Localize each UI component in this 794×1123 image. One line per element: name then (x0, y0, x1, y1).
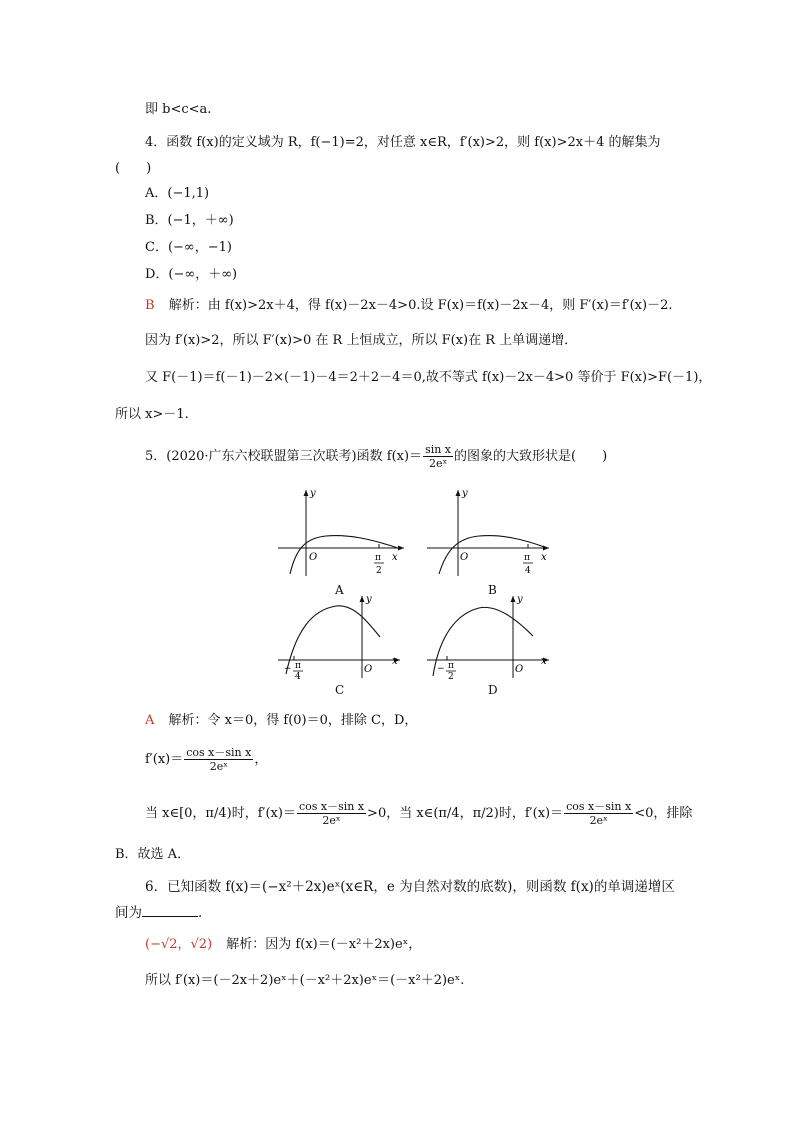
graph-c (276, 592, 406, 680)
derivative-fraction (184, 746, 253, 773)
solution-5-intervals (145, 800, 692, 827)
derivative-lhs: f′(x)＝ (145, 752, 184, 767)
question-4-stem: 4．函数 f(x)的定义域为 R，f(−1)=2，对任意 x∈R，f′(x)>2，则 f(x)>2x＋4 的解集为 (145, 135, 661, 150)
fraction-numerator: cos x－sin x (186, 746, 252, 759)
graph-d-x-label: x (541, 656, 547, 667)
answer-blank (142, 904, 198, 917)
question-6-stem: 6．已知函数 f(x)＝(−x²＋2x)eˣ(x∈R，e 为自然对数的底数)，则函数 f(x)的单调递增区 (145, 879, 675, 895)
graph-b-caption: B (488, 583, 497, 597)
solution-text: 解析：令 x＝0，得 f(0)＝0，排除 C，D， (168, 713, 418, 728)
graph-d-y-label: y (517, 594, 523, 605)
text-segment: ． (198, 905, 212, 921)
question-6-stem-2 (115, 904, 212, 922)
question-4-paren: ( ) (115, 161, 152, 176)
answer-letter: B (145, 298, 155, 313)
derivative-fraction (564, 800, 633, 827)
graph-c-tick-num: π (295, 661, 301, 671)
option-d: D．(−∞，＋∞) (145, 267, 238, 282)
question-5-stem (145, 443, 607, 470)
text-segment: 时，f′(x)＝ (498, 806, 564, 821)
graph-c-tick-den: 4 (295, 672, 301, 682)
option-a: A．(−1,1) (145, 186, 210, 201)
derivative-fraction (297, 800, 366, 827)
graph-d-origin: O (515, 664, 524, 675)
option-c: C．(−∞，−1) (145, 240, 232, 255)
fraction-denominator: 2eˣ (428, 457, 448, 470)
text-segment: 时，f′(x)＝ (231, 806, 296, 821)
text-line: 即 b<c<a. (145, 102, 212, 117)
q5-stem-a: 5．(2020·广东六校联盟第三次联考)函数 f(x)＝ (145, 449, 423, 464)
graph-c-tick-sign: − (284, 664, 292, 674)
graph-a (276, 486, 406, 578)
graph-b-tick-den: 4 (525, 566, 531, 576)
interval-1: [0，π/4) (179, 806, 232, 821)
solution-text: 解析：由 f(x)>2x＋4，得 f(x)－2x－4>0.设 F(x)＝f(x)－2x－4，则 F′(x)＝f′(x)－2. (168, 298, 673, 313)
solution-4-line-3: 又 F(－1)＝f(－1)－2×(－1)－4＝2＋2－4＝0,故不等式 f(x)－2x－4>0 等价于 F(x)>F(－1)， (145, 370, 712, 385)
text-segment: <0，排除 (634, 806, 693, 821)
interval-2: (π/4，π/2) (433, 806, 499, 821)
graph-a-x-label: x (392, 552, 398, 563)
solution-5-derivative: f′(x)＝ $\frac{\text{cos x－sin x}}{\text{2eˣ}}$ ， (145, 746, 268, 773)
solution-6-line-1 (145, 936, 421, 954)
graph-a-y-label: y (310, 488, 316, 499)
fraction-numerator: cos x－sin x (298, 800, 365, 813)
fraction-denominator: 2eˣ (589, 814, 608, 827)
graph-b-tick-num: π (524, 553, 530, 563)
solution-text: 解析：因为 f(x)＝(－x²＋2x)eˣ， (226, 937, 422, 952)
q5-stem-b: 的图象的大致形状是( ) (454, 449, 608, 464)
solution-5-end: B．故选 A． (115, 847, 191, 862)
graph-c-x-label: x (392, 656, 398, 667)
graph-c-origin: O (364, 664, 373, 675)
graph-c-y-label: y (366, 594, 372, 605)
text-segment: >0，当 x∈ (367, 806, 434, 821)
text-segment: 当 x∈ (145, 806, 180, 821)
option-b: B．(−1，＋∞) (145, 213, 234, 228)
graph-b (425, 486, 555, 578)
answer-letter: A (145, 713, 155, 728)
graph-a-tick-den: 2 (376, 566, 382, 576)
graph-b-origin: O (460, 552, 469, 563)
text-segment: 间为 (115, 905, 142, 921)
fraction-denominator: 2eˣ (322, 814, 341, 827)
graph-c-caption: C (335, 683, 345, 697)
graph-d-tick-num: π (448, 661, 454, 671)
fraction-numerator: sin x (425, 443, 452, 456)
solution-4-line-2: 因为 f′(x)>2，所以 F′(x)>0 在 R 上恒成立，所以 F(x)在 R 上单调递增． (145, 333, 578, 348)
fraction-numerator: cos x－sin x (566, 800, 632, 813)
graph-d (425, 592, 555, 680)
graph-d-caption: D (488, 683, 498, 697)
graph-a-caption: A (335, 583, 344, 597)
solution-6-line-2: 所以 f′(x)＝(－2x＋2)eˣ＋(－x²＋2x)eˣ＝(－x²＋2)eˣ. (145, 973, 465, 988)
graph-b-x-label: x (541, 552, 547, 563)
graph-d-tick-den: 2 (448, 672, 454, 682)
q5-fraction (423, 443, 453, 470)
graph-d-tick-sign: − (437, 664, 445, 674)
solution-4-line-1 (145, 297, 673, 315)
answer-interval: (−√2，√2) (145, 937, 213, 952)
solution-4-line-4: 所以 x>－1. (115, 407, 189, 422)
graph-b-y-label: y (462, 488, 468, 499)
graph-a-origin: O (309, 552, 318, 563)
graph-a-tick-num: π (375, 553, 381, 563)
fraction-denominator: 2eˣ (209, 760, 228, 773)
solution-5-line-1 (145, 712, 417, 730)
